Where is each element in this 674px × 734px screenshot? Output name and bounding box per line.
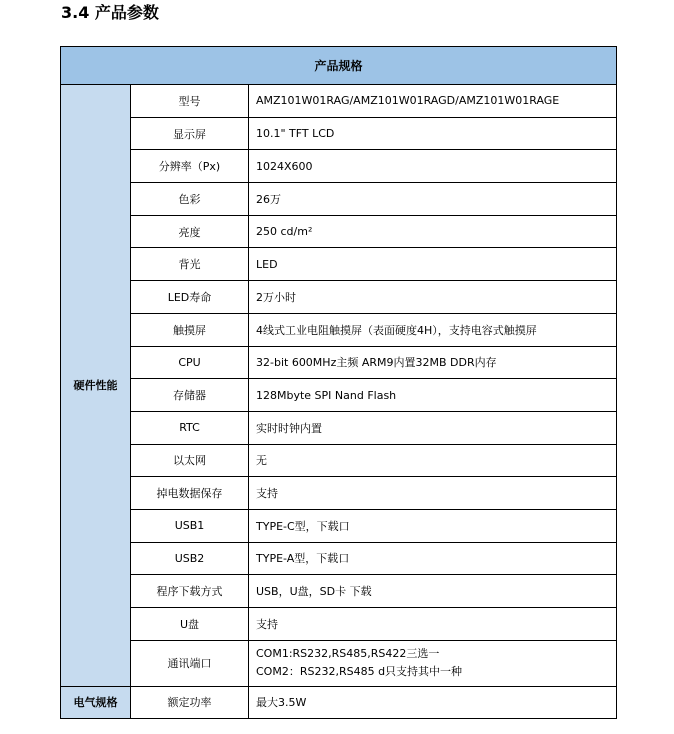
spec-value <box>249 640 617 686</box>
table-row <box>61 379 617 412</box>
spec-value: 实时时钟内置 <box>249 411 617 444</box>
spec-value: 无 <box>249 444 617 477</box>
spec-label: 以太网 <box>131 444 249 477</box>
table-row <box>61 509 617 542</box>
spec-label: 分辨率（Px) <box>131 150 249 183</box>
table-header: 产品规格 <box>61 47 617 85</box>
table-row <box>61 608 617 641</box>
spec-table <box>60 46 617 719</box>
table-row <box>61 248 617 281</box>
spec-label: LED寿命 <box>131 281 249 314</box>
spec-label: USB2 <box>131 542 249 575</box>
spec-label: RTC <box>131 411 249 444</box>
group-label: 电气规格 <box>61 686 131 718</box>
spec-label: 掉电数据保存 <box>131 477 249 510</box>
table-row <box>61 281 617 314</box>
spec-value: TYPE-A型，下载口 <box>249 542 617 575</box>
spec-value: 2万小时 <box>249 281 617 314</box>
spec-label: 亮度 <box>131 215 249 248</box>
spec-label: 背光 <box>131 248 249 281</box>
table-row <box>61 686 617 718</box>
table-row <box>61 346 617 379</box>
spec-value: AMZ101W01RAG/AMZ101W01RAGD/AMZ101W01RAGE <box>249 85 617 118</box>
spec-label: 色彩 <box>131 183 249 216</box>
spec-value: 最大3.5W <box>249 686 617 718</box>
spec-label: 触摸屏 <box>131 313 249 346</box>
table-row <box>61 640 617 686</box>
table-row <box>61 313 617 346</box>
spec-label: 通讯端口 <box>131 640 249 686</box>
table-row <box>61 477 617 510</box>
spec-value: 支持 <box>249 608 617 641</box>
spec-value: 128Mbyte SPI Nand Flash <box>249 379 617 412</box>
spec-label: 额定功率 <box>131 686 249 718</box>
spec-value: 250 cd/m² <box>249 215 617 248</box>
spec-label: U盘 <box>131 608 249 641</box>
spec-label: 显示屏 <box>131 117 249 150</box>
table-row <box>61 183 617 216</box>
spec-value: LED <box>249 248 617 281</box>
spec-value: 支持 <box>249 477 617 510</box>
spec-value: 1024X600 <box>249 150 617 183</box>
table-row <box>61 85 617 118</box>
table-row <box>61 150 617 183</box>
spec-label: USB1 <box>131 509 249 542</box>
table-row <box>61 411 617 444</box>
spec-value: USB，U盘，SD卡 下载 <box>249 575 617 608</box>
spec-value: 10.1" TFT LCD <box>249 117 617 150</box>
spec-label: CPU <box>131 346 249 379</box>
spec-value: TYPE-C型，下载口 <box>249 509 617 542</box>
spec-label: 存储器 <box>131 379 249 412</box>
spec-value: 4线式工业电阻触摸屏（表面硬度4H），支持电容式触摸屏 <box>249 313 617 346</box>
spec-value: 32-bit 600MHz主频 ARM9内置32MB DDR内存 <box>249 346 617 379</box>
table-row <box>61 117 617 150</box>
table-row <box>61 542 617 575</box>
table-row <box>61 215 617 248</box>
spec-label: 程序下载方式 <box>131 575 249 608</box>
spec-value-line: COM1:RS232,RS485,RS422三选一 <box>256 647 440 661</box>
group-label: 硬件性能 <box>61 85 131 687</box>
spec-value: 26万 <box>249 183 617 216</box>
table-row <box>61 575 617 608</box>
table-row <box>61 444 617 477</box>
spec-label: 型号 <box>131 85 249 118</box>
spec-value-line: COM2：RS232,RS485 d只支持其中一种 <box>256 665 463 679</box>
section-title: 3.4 产品参数 <box>61 3 159 22</box>
